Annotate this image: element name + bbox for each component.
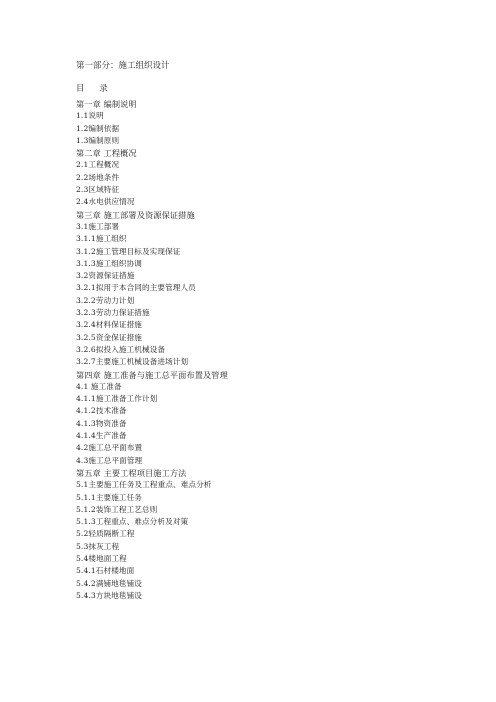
toc-chapter-entry[interactable]: 第一章 编制说明 bbox=[76, 99, 137, 109]
toc-section-entry[interactable]: 3.2.2劳动力计划 bbox=[76, 295, 135, 305]
toc-section-entry[interactable]: 1.2编制依据 bbox=[76, 123, 120, 133]
toc-chapter-entry[interactable]: 第五章 主要工程项目施工方法 bbox=[76, 467, 187, 478]
document-title: 第一部分：施工组织设计 bbox=[76, 61, 170, 71]
toc-section-entry[interactable]: 5.3抹灰工程 bbox=[76, 541, 120, 551]
toc-section-entry[interactable]: 2.3区域特征 bbox=[76, 185, 120, 195]
toc-section-entry[interactable]: 4.1.2技术准备 bbox=[76, 406, 127, 416]
toc-section-entry[interactable]: 5.4.3方块地毯铺设 bbox=[76, 590, 142, 600]
toc-section-entry[interactable]: 4.3施工总平面管理 bbox=[76, 455, 143, 465]
toc-section-entry[interactable]: 5.4.2满铺地毯铺设 bbox=[76, 578, 142, 588]
toc-heading: 目 录 bbox=[76, 84, 108, 94]
toc-section-entry[interactable]: 3.2资源保证措施 bbox=[76, 271, 135, 281]
toc-section-entry[interactable]: 3.1.1施工组织 bbox=[76, 234, 127, 244]
toc-chapter-entry[interactable]: 第四章 施工准备与施工总平面布置及管理 bbox=[76, 369, 228, 380]
toc-section-entry[interactable]: 3.1施工部署 bbox=[76, 221, 120, 231]
toc-section-entry[interactable]: 2.4水电供应情况 bbox=[76, 197, 135, 207]
toc-section-entry[interactable]: 4.1.3物资准备 bbox=[76, 418, 127, 428]
toc-section-entry[interactable]: 1.1说明 bbox=[76, 111, 104, 121]
toc-section-entry[interactable]: 3.1.3施工组织协调 bbox=[76, 258, 142, 268]
toc-section-entry[interactable]: 5.1.2装饰工程工艺总则 bbox=[76, 504, 158, 514]
toc-section-entry[interactable]: 2.1工程概况 bbox=[76, 160, 120, 170]
toc-section-entry[interactable]: 2.2场地条件 bbox=[76, 172, 120, 182]
toc-section-entry[interactable]: 4.1.4生产准备 bbox=[76, 431, 127, 441]
toc-section-entry[interactable]: 5.1.1主要施工任务 bbox=[76, 492, 142, 502]
toc-section-entry[interactable]: 1.3编制原则 bbox=[76, 135, 120, 145]
table-of-contents bbox=[76, 98, 228, 602]
toc-section-entry[interactable]: 3.2.1拟用于本合同的主要管理人员 bbox=[76, 283, 196, 293]
toc-section-entry[interactable]: 3.2.4材料保证措施 bbox=[76, 320, 142, 330]
toc-section-entry[interactable]: 5.1.3工程重点、难点分析及对策 bbox=[76, 517, 189, 527]
toc-section-entry[interactable]: 3.1.2施工管理目标及实现保证 bbox=[76, 246, 181, 256]
toc-section-entry[interactable]: 3.2.7主要施工机械设备进场计划 bbox=[76, 357, 189, 367]
toc-chapter-entry[interactable]: 第二章 工程概况 bbox=[76, 148, 137, 159]
toc-section-entry[interactable]: 5.4.1石材楼地面 bbox=[76, 566, 135, 576]
toc-section-entry[interactable]: 3.2.3劳动力保证措施 bbox=[76, 308, 150, 318]
toc-chapter-entry[interactable]: 第三章 施工部署及资源保证措施 bbox=[76, 209, 195, 220]
toc-section-entry[interactable]: 5.4楼地面工程 bbox=[76, 553, 127, 563]
toc-section-entry[interactable]: 3.2.5资金保证措施 bbox=[76, 332, 142, 342]
toc-section-entry[interactable]: 5.2轻质隔断工程 bbox=[76, 529, 135, 539]
toc-section-entry[interactable]: 4.1.1施工准备工作计划 bbox=[76, 394, 158, 404]
toc-section-entry[interactable]: 5.1主要施工任务及工程重点、难点分析 bbox=[76, 480, 212, 490]
toc-section-entry[interactable]: 3.2.6拟投入施工机械设备 bbox=[76, 344, 166, 354]
toc-section-entry[interactable]: 4.2施工总平面布置 bbox=[76, 443, 143, 453]
toc-section-entry[interactable]: 4.1 施工准备 bbox=[76, 381, 122, 391]
